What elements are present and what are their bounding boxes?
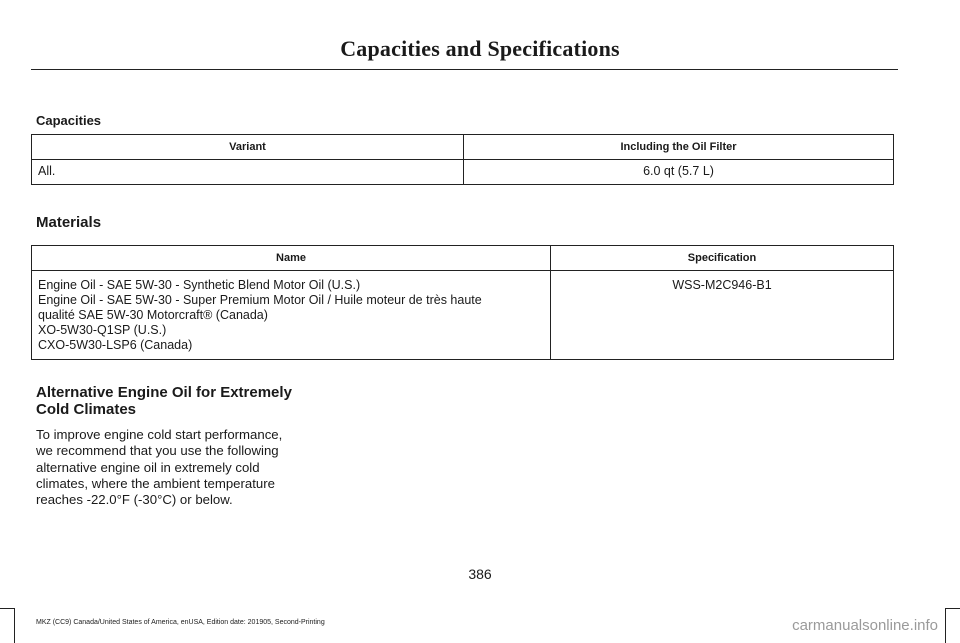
paragraph-line: we recommend that you use the following <box>36 443 279 459</box>
table-row <box>32 271 894 360</box>
page-number: 386 <box>468 566 492 582</box>
materials-table <box>31 245 894 360</box>
table-header-row <box>32 135 894 160</box>
crop-mark-right-horizontal <box>946 608 960 609</box>
page-title: Capacities and Specifications <box>340 36 620 61</box>
title-divider <box>31 69 898 70</box>
capacities-heading: Capacities <box>36 113 102 128</box>
specification-cell: WSS-M2C946-B1 <box>551 271 894 360</box>
column-header-variant: Variant <box>32 135 464 160</box>
column-header-including-oil-filter: Including the Oil Filter <box>464 135 894 160</box>
material-line: XO-5W30-Q1SP (U.S.) <box>38 323 167 337</box>
capacities-table <box>31 134 894 185</box>
paragraph-line: To improve engine cold start performance, <box>36 427 283 442</box>
column-header-name: Name <box>32 246 551 271</box>
crop-mark-right <box>945 608 946 643</box>
material-name-cell <box>32 271 551 360</box>
paragraph-line: alternative engine oil in extremely cold <box>36 459 260 475</box>
crop-mark-left-horizontal <box>0 608 14 609</box>
material-line: CXO-5W30-LSP6 (Canada) <box>38 338 193 352</box>
column-header-specification: Specification <box>551 246 894 271</box>
material-line: Engine Oil - SAE 5W-30 - Super Premium Motor Oil / Huile moteur de très haute <box>38 293 482 307</box>
heading-line: Cold Climates <box>36 401 137 418</box>
heading-line: Alternative Engine Oil for Extremely <box>36 384 292 401</box>
crop-mark-left <box>14 608 15 643</box>
paragraph-line: climates, where the ambient temperature <box>36 475 275 491</box>
alternative-oil-heading <box>36 384 326 418</box>
materials-heading: Materials <box>36 214 102 231</box>
material-line: Engine Oil - SAE 5W-30 - Synthetic Blend Motor Oil (U.S.) <box>38 278 361 292</box>
variant-cell: All. <box>32 160 464 185</box>
table-header-row <box>32 246 894 271</box>
material-line: qualité SAE 5W-30 Motorcraft® (Canada) <box>38 308 268 322</box>
capacity-cell: 6.0 qt (5.7 L) <box>464 160 894 185</box>
edition-footer: MKZ (CC9) Canada/United States of America, enUSA, Edition date: 201905, Second-Printing <box>36 619 325 626</box>
table-row <box>32 160 894 185</box>
paragraph-line: reaches -22.0°F (-30°C) or below. <box>36 492 233 508</box>
watermark: carmanualsonline.info <box>792 617 938 634</box>
alternative-oil-paragraph <box>36 427 316 508</box>
